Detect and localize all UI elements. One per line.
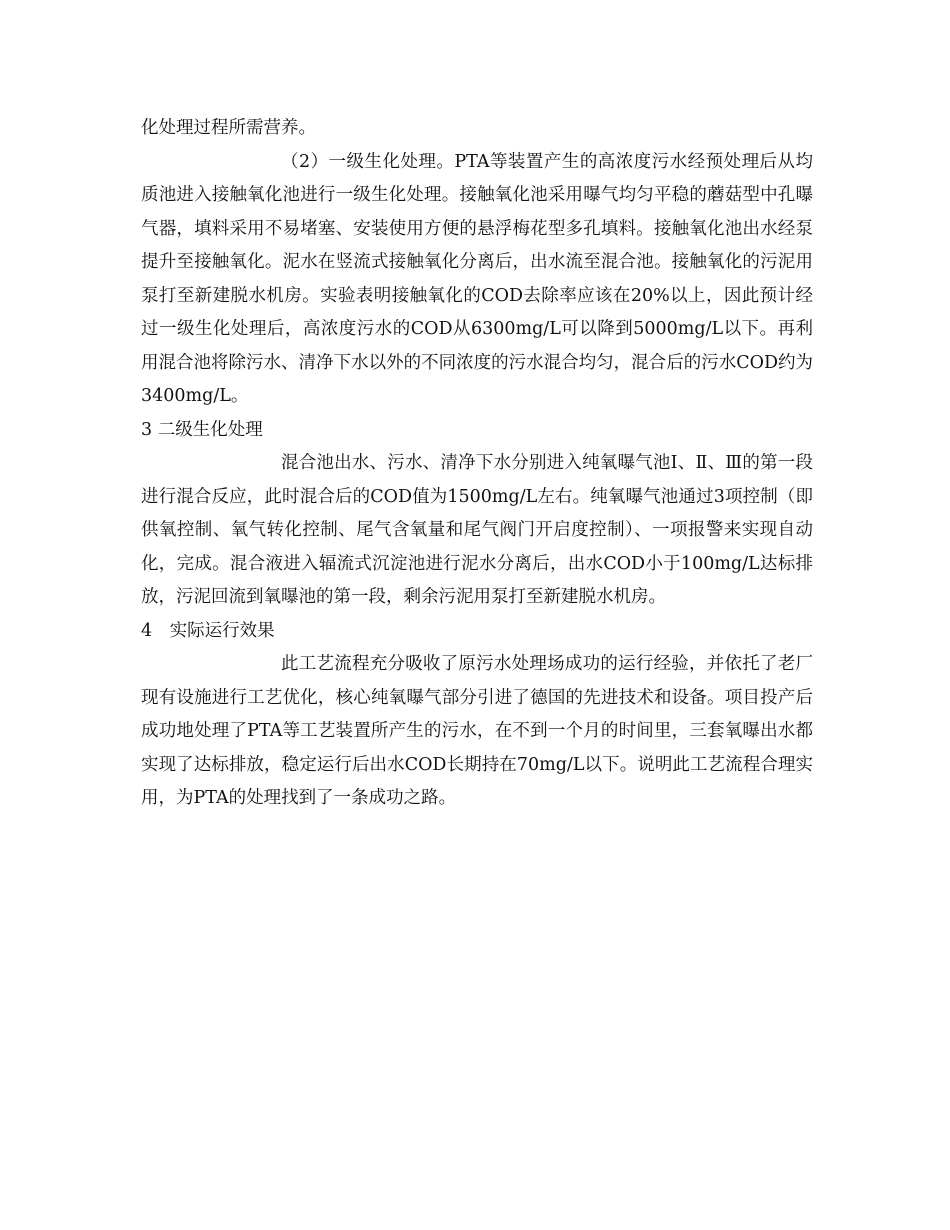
paragraph-continuation: 化处理过程所需营养。 <box>141 118 316 138</box>
paragraph-secondary-biochemical-treatment: 混合池出水、污水、清净下水分别进入纯氧曝气池Ⅰ、Ⅱ、Ⅲ的第一段进行混合反应，此时混合后的COD值为1500mg/L左右。纯氧曝气池通过3项控制（即供氧控制、氧气转化控制、尾气含氧量和尾气阀门开启度控制）、一项报警来实现自动化，完成。混合液进入辐流式沉淀池进行泥水分离后，出水COD小于100mg/L达标排放，污泥回流到氧曝池的第一段，剩余污泥用泵打至新建脱水机房。 <box>141 453 813 607</box>
paragraph-primary-biochemical-treatment: （2）一级生化处理。PTA等装置产生的高浓度污水经预处理后从均质池进入接触氧化池进行一级生化处理。接触氧化池采用曝气均匀平稳的蘑菇型中孔曝气器，填料采用不易堵塞、安装使用方便的悬浮梅花型多孔填料。接触氧化池出水经泵提升至接触氧化。泥水在竖流式接触氧化分离后，出水流至混合池。接触氧化的污泥用泵打至新建脱水机房。实验表明接触氧化的COD去除率应该在20%以上，因此预计经过一级生化处理后，高浓度污水的COD从6300mg/L可以降到5000mg/L以下。再利用混合池将除污水、清净下水以外的不同浓度的污水混合均匀，混合后的污水COD约为3400mg/L。 <box>141 151 813 406</box>
paragraph-actual-operation-effect: 此工艺流程充分吸收了原污水处理场成功的运行经验，并依托了老厂现有设施进行工艺优化，核心纯氧曝气部分引进了德国的先进技术和设备。项目投产后成功地处理了PTA等工艺装置所产生的污水，在不到一个月的时间里，三套氧曝出水都实现了达标排放，稳定运行后出水COD长期持在70mg/L以下。说明此工艺流程合理实用，为PTA的处理找到了一条成功之路。 <box>141 654 813 808</box>
document-body <box>141 112 813 816</box>
section-heading-actual-operation-effect: 4 实际运行效果 <box>141 620 275 641</box>
section-heading-secondary-biochemical-treatment: 3 二级生化处理 <box>141 419 263 440</box>
